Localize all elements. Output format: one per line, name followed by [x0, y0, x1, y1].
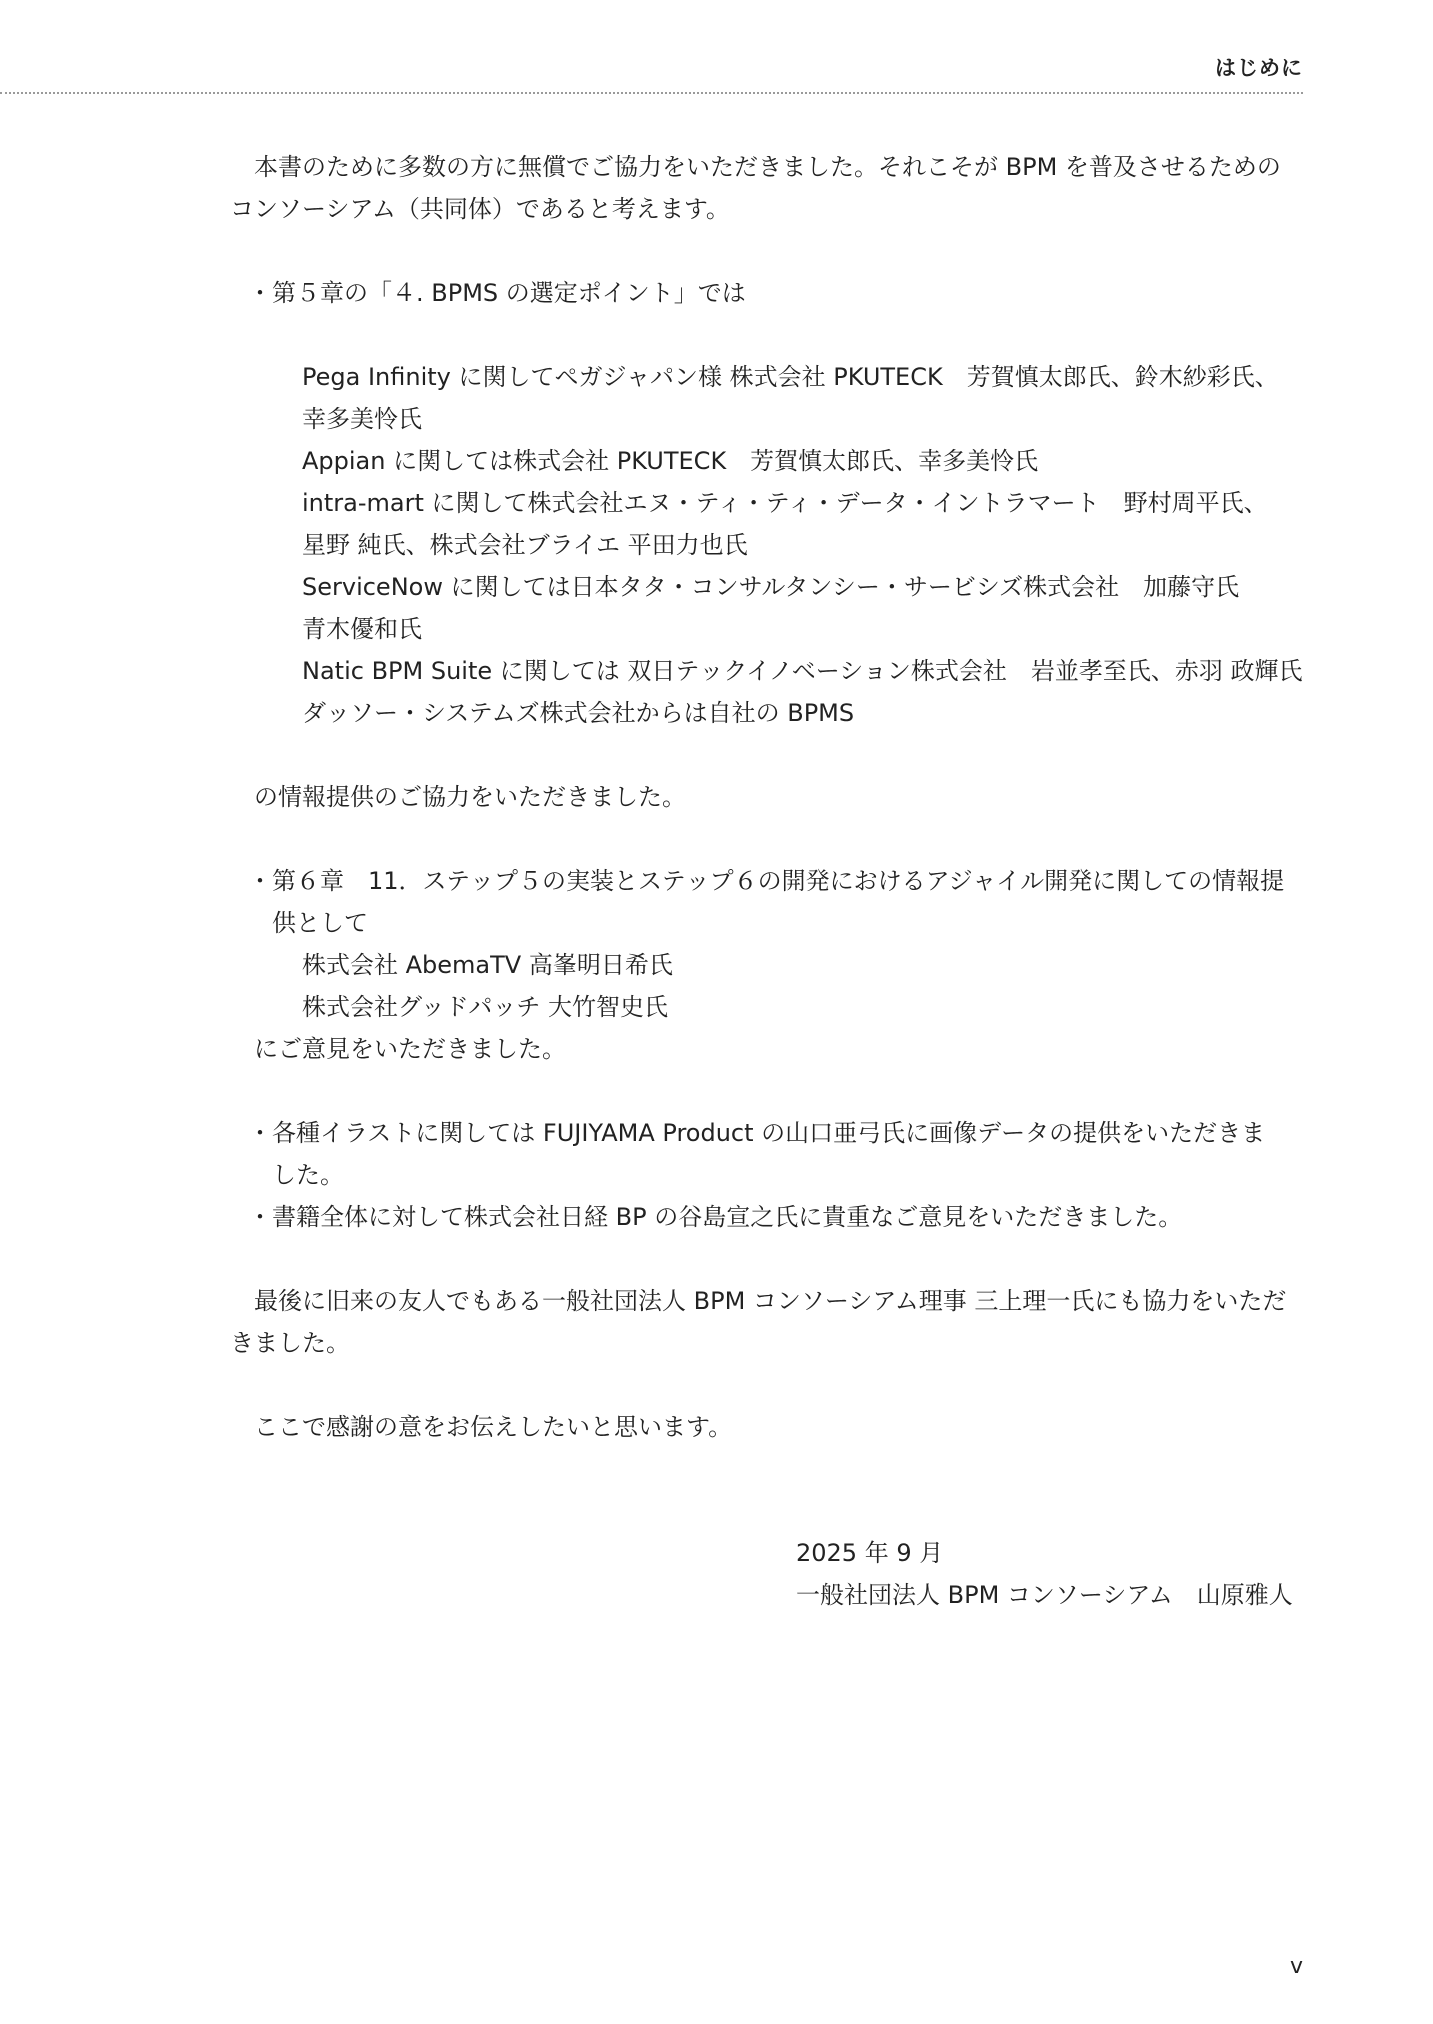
chapter5-item: ServiceNow に関しては日本タタ・コンサルタンシー・サービシズ株式会社 加藤守氏: [302, 573, 1240, 601]
final-line-1: 最後に旧来の友人でもある一般社団法人 BPM コンソーシアム理事 三上理一氏にも協力をいただ: [254, 1287, 1287, 1315]
chapter6-item: 株式会社 AbemaTV 高峯明日希氏: [302, 951, 673, 979]
chapter6-item: 株式会社グッドパッチ 大竹智史氏: [302, 993, 668, 1021]
running-header-title: はじめに: [1215, 56, 1303, 80]
header-dotted-rule: [0, 92, 1303, 94]
chapter5-bullet: ・第５章の「４. BPMS の選定ポイント」では: [248, 279, 746, 307]
illustrations-line-2: した。: [272, 1161, 344, 1189]
chapter6-bullet-line-1: ・第６章 11．ステップ５の実装とステップ６の開発におけるアジャイル開発に関しての情報提: [248, 867, 1285, 895]
thanks-line: ここで感謝の意をお伝えしたいと思います。: [254, 1413, 733, 1441]
page-number: v: [1289, 1954, 1303, 1979]
chapter6-closing: にご意見をいただきました。: [254, 1035, 566, 1063]
illustrations-line-1: ・各種イラストに関しては FUJIYAMA Product の山口亜弓氏に画像データの提供をいただきま: [248, 1119, 1266, 1147]
chapter5-item: ダッソー・システムズ株式会社からは自社の BPMS: [302, 699, 855, 727]
intro-line-1: 本書のために多数の方に無償でご協力をいただきました。それこそが BPM を普及させるための: [254, 153, 1281, 181]
signature-author: 一般社団法人 BPM コンソーシアム 山原雅人: [796, 1581, 1293, 1609]
chapter5-item: 青木優和氏: [302, 615, 422, 643]
chapter5-item: Appian に関しては株式会社 PKUTECK 芳賀慎太郎氏、幸多美怜氏: [302, 447, 1039, 475]
chapter5-item: 幸多美怜氏: [302, 405, 422, 433]
signature-date: 2025 年 9 月: [796, 1539, 944, 1567]
chapter5-item: intra-mart に関して株式会社エヌ・ティ・ティ・データ・イントラマート 野村周平氏、: [302, 489, 1268, 517]
chapter5-item: 星野 純氏、株式会社ブライエ 平田力也氏: [302, 531, 748, 559]
chapter5-item: Pega Infinity に関してペガジャパン様 株式会社 PKUTECK 芳賀慎太郎氏、鈴木紗彩氏、: [302, 363, 1279, 391]
review-line-1: ・書籍全体に対して株式会社日経 BP の谷島宣之氏に貴重なご意見をいただきました。: [248, 1203, 1183, 1231]
intro-line-2: コンソーシアム（共同体）であると考えます。: [230, 195, 730, 223]
chapter6-bullet-line-2: 供として: [272, 909, 368, 937]
chapter5-item: Natic BPM Suite に関しては 双日テックイノベーション株式会社 岩並孝至氏、赤羽 政輝氏: [302, 657, 1303, 685]
chapter5-closing: の情報提供のご協力をいただきました。: [254, 783, 686, 811]
final-line-2: きました。: [230, 1329, 350, 1357]
